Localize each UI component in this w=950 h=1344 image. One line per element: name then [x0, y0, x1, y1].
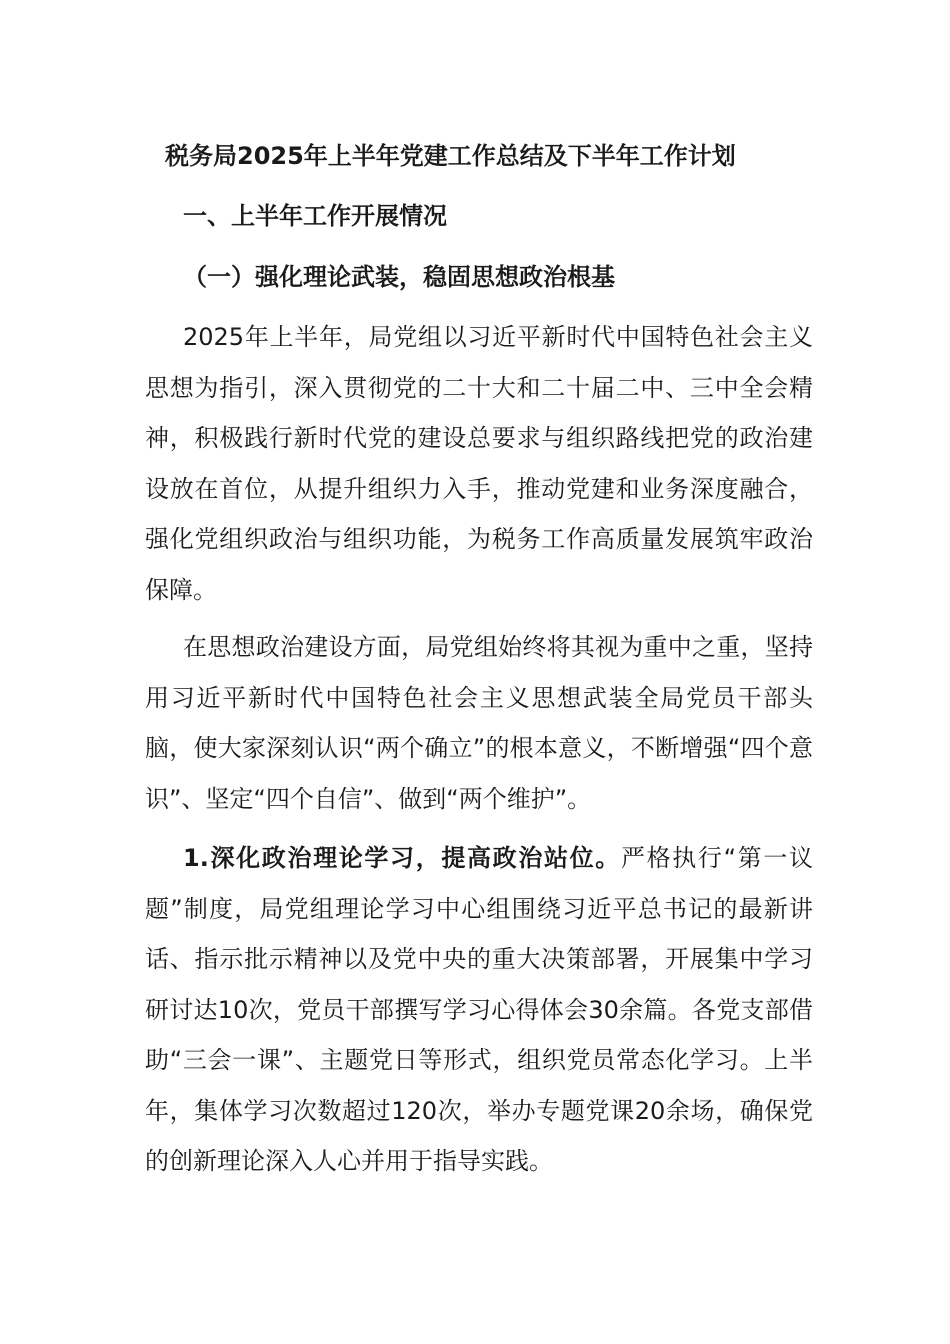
paragraph-ideology: 在思想政治建设方面，局党组始终将其视为重中之重，坚持用习近平新时代中国特色社会主义思想武装全局党员干部头脑，使大家深刻认识“两个确立”的根本意义，不断增强“四个意识”、坚定“四个自信”、做到“两个维护”。 — [145, 633, 813, 813]
document-title: 税务局2025年上半年党建工作总结及下半年工作计划 — [165, 142, 736, 170]
subsection-heading: （一）强化理论武装，稳固思想政治根基 — [183, 263, 615, 291]
item-1-lead: 1.深化政治理论学习，提高政治站位。 — [183, 844, 621, 872]
paragraph-intro: 2025年上半年，局党组以习近平新时代中国特色社会主义思想为指引，深入贯彻党的二十大和二十届二中、三中全会精神，积极践行新时代党的建设总要求与组织路线把党的政治建设放在首位，从提升组织力入手，推动党建和业务深度融合，强化党组织政治与组织功能，为税务工作高质量发展筑牢政治保障。 — [145, 323, 813, 604]
paragraph-item-1 — [145, 833, 813, 1187]
item-1-body: 严格执行“第一议题”制度，局党组理论学习中心组围绕习近平总书记的最新讲话、指示批示精神以及党中央的重大决策部署，开展集中学习研讨达10次，党员干部撰写学习心得体会30余篇。各党支部借助“三会一课”、主题党日等形式，组织党员常态化学习。上半年，集体学习次数超过120次，举办专题党课20余场，确保党的创新理论深入人心并用于指导实践。 — [145, 844, 813, 1175]
section-heading: 一、上半年工作开展情况 — [183, 202, 447, 230]
